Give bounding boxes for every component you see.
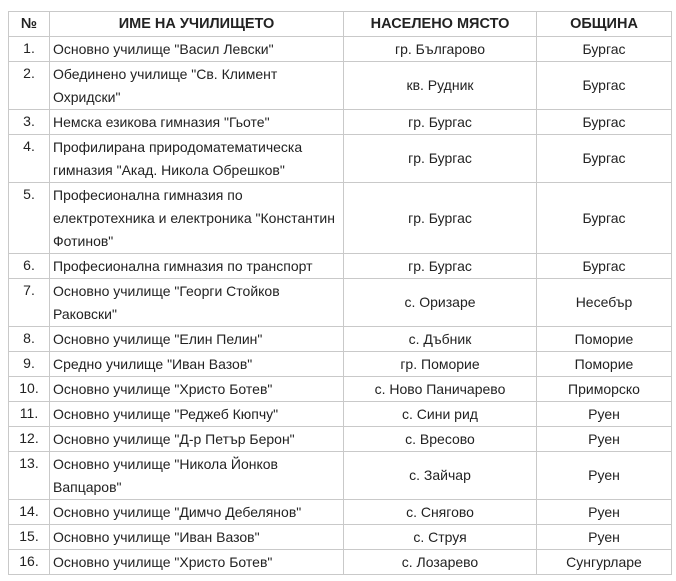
header-number: № [9,12,50,37]
municipality: Бургас [537,254,672,279]
municipality: Бургас [537,135,672,183]
row-number: 9. [9,352,50,377]
header-municipality: ОБЩИНА [537,12,672,37]
school-name: Основно училище "Никола Йонков Вапцаров" [50,452,344,500]
table-row [9,254,672,279]
settlement: гр. Българово [344,37,537,62]
table-header-row [9,12,672,37]
settlement: гр. Бургас [344,110,537,135]
school-name: Профилирана природоматематическа гимназия "Акад. Никола Обрешков" [50,135,344,183]
school-name: Основно училище "Георги Стойков Раковски" [50,279,344,327]
table-row [9,402,672,427]
row-number: 2. [9,62,50,110]
row-number: 4. [9,135,50,183]
table-row [9,37,672,62]
schools-table [8,11,672,575]
table-row [9,135,672,183]
table-row [9,550,672,575]
table-row [9,352,672,377]
header-school-name: ИМЕ НА УЧИЛИЩЕТО [50,12,344,37]
settlement: с. Зайчар [344,452,537,500]
settlement: с. Вресово [344,427,537,452]
row-number: 1. [9,37,50,62]
school-name: Основно училище "Елин Пелин" [50,327,344,352]
municipality: Бургас [537,183,672,254]
row-number: 8. [9,327,50,352]
row-number: 6. [9,254,50,279]
row-number: 11. [9,402,50,427]
settlement: с. Оризаре [344,279,537,327]
municipality: Поморие [537,352,672,377]
table-row [9,500,672,525]
school-name: Основно училище "Васил Левски" [50,37,344,62]
municipality: Руен [537,427,672,452]
table-row [9,62,672,110]
municipality: Руен [537,452,672,500]
school-name: Обединено училище "Св. Климент Охридски" [50,62,344,110]
settlement: гр. Бургас [344,254,537,279]
table-row [9,377,672,402]
row-number: 5. [9,183,50,254]
settlement: с. Ново Паничарево [344,377,537,402]
municipality: Руен [537,402,672,427]
row-number: 13. [9,452,50,500]
municipality: Бургас [537,37,672,62]
table-row [9,183,672,254]
row-number: 12. [9,427,50,452]
row-number: 15. [9,525,50,550]
table-row [9,110,672,135]
row-number: 16. [9,550,50,575]
settlement: кв. Рудник [344,62,537,110]
municipality: Сунгурларе [537,550,672,575]
municipality: Поморие [537,327,672,352]
header-settlement: НАСЕЛЕНО МЯСТО [344,12,537,37]
table-row [9,279,672,327]
municipality: Руен [537,500,672,525]
settlement: гр. Бургас [344,183,537,254]
municipality: Руен [537,525,672,550]
row-number: 14. [9,500,50,525]
municipality: Бургас [537,110,672,135]
table-row [9,525,672,550]
school-name: Професионална гимназия по електротехника и електроника "Константин Фотинов" [50,183,344,254]
row-number: 10. [9,377,50,402]
school-name: Средно училище "Иван Вазов" [50,352,344,377]
settlement: с. Дъбник [344,327,537,352]
row-number: 7. [9,279,50,327]
municipality: Бургас [537,62,672,110]
settlement: с. Снягово [344,500,537,525]
settlement: с. Струя [344,525,537,550]
settlement: с. Сини рид [344,402,537,427]
municipality: Приморско [537,377,672,402]
school-name: Основно училище "Христо Ботев" [50,377,344,402]
school-name: Основно училище "Реджеб Кюпчу" [50,402,344,427]
table-row [9,427,672,452]
school-name: Основно училище "Д-р Петър Берон" [50,427,344,452]
row-number: 3. [9,110,50,135]
table-row [9,452,672,500]
settlement: гр. Бургас [344,135,537,183]
school-name: Основно училище "Димчо Дебелянов" [50,500,344,525]
settlement: с. Лозарево [344,550,537,575]
school-name: Основно училище "Христо Ботев" [50,550,344,575]
school-name: Професионална гимназия по транспорт [50,254,344,279]
municipality: Несебър [537,279,672,327]
school-name: Основно училище "Иван Вазов" [50,525,344,550]
settlement: гр. Поморие [344,352,537,377]
table-row [9,327,672,352]
school-name: Немска езикова гимназия "Гьоте" [50,110,344,135]
